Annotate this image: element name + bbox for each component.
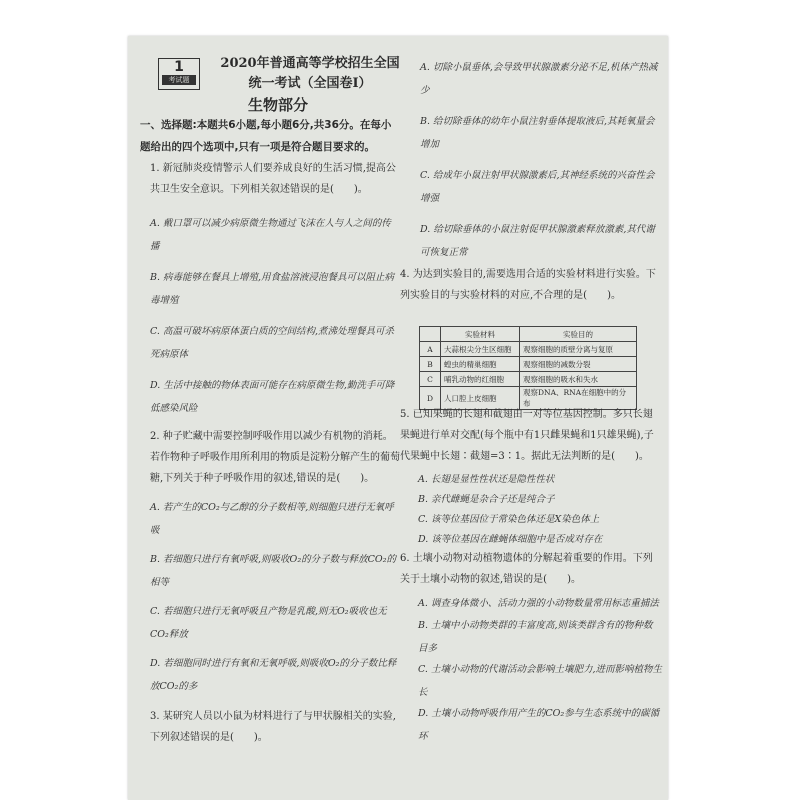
table-row bbox=[420, 342, 637, 357]
q5-option-c: C. 该等位基因位于常染色体还是X染色体上 bbox=[418, 514, 600, 525]
q2-option-c: C. 若细胞只进行无氧呼吸且产物是乳酸,则无O₂吸收也无CO₂释放 bbox=[150, 606, 387, 640]
table-header-cell: 实验材料 bbox=[441, 327, 520, 342]
table-cell: 观察细胞的质壁分离与复原 bbox=[520, 342, 637, 357]
table-cell: 观察细胞的减数分裂 bbox=[520, 357, 637, 372]
table-cell: 观察DNA、RNA在细胞中的分布 bbox=[520, 387, 637, 410]
q4-stem: 4. 为达到实验目的,需要选用合适的实验材料进行实验。下列实验目的与实验材料的对应,不合理的是( )。 bbox=[400, 269, 656, 301]
q3-option-d: D. 给切除垂体的小鼠注射促甲状腺激素释放激素,其代谢可恢复正常 bbox=[420, 224, 655, 258]
exam-title: 2020年普通高等学校招生全国统一考试（全国卷Ⅰ） bbox=[220, 56, 400, 91]
table-cell: 人口腔上皮细胞 bbox=[441, 387, 520, 410]
q4-table bbox=[419, 326, 637, 410]
part-title: 生物部分 bbox=[248, 96, 309, 114]
q5-stem: 5. 已知果蝇的长翅和截翅由一对等位基因控制。多只长翅果蝇进行单对交配(每个瓶中有1只雌果蝇和1只雄果蝇),子代果蝇中长翅∶截翅=3∶1。据此无法判断的是( )。 bbox=[400, 409, 654, 462]
exam-page bbox=[128, 36, 668, 800]
q6-option-c: C. 土壤小动物的代谢活动会影响土壤肥力,进而影响植物生长 bbox=[418, 664, 662, 698]
table-header-row bbox=[420, 327, 637, 342]
table-cell: B bbox=[420, 357, 441, 372]
q3-option-c: C. 给成年小鼠注射甲状腺激素后,其神经系统的兴奋性会增强 bbox=[420, 170, 655, 204]
section-instructions: 一、选择题:本题共6小题,每小题6分,共36分。在每小题给出的四个选项中,只有一项是符合题目要求的。 bbox=[140, 119, 392, 153]
table-row bbox=[420, 357, 637, 372]
q3-option-a: A. 切除小鼠垂体,会导致甲状腺激素分泌不足,机体产热减少 bbox=[420, 62, 658, 96]
q2-option-a: A. 若产生的CO₂与乙醇的分子数相等,则细胞只进行无氧呼吸 bbox=[150, 502, 394, 536]
q1-option-a: A. 戴口罩可以减少病原微生物通过飞沫在人与人之间的传播 bbox=[150, 218, 391, 252]
q1-option-b: B. 病毒能够在餐具上增殖,用食盐溶液浸泡餐具可以阻止病毒增殖 bbox=[150, 272, 395, 306]
badge-label: 考试题 bbox=[162, 75, 196, 85]
q3-stem: 3. 某研究人员以小鼠为材料进行了与甲状腺相关的实验,下列叙述错误的是( )。 bbox=[150, 711, 396, 743]
table-cell: 哺乳动物的红细胞 bbox=[441, 372, 520, 387]
q1-stem: 1. 新冠肺炎疫情警示人们要养成良好的生活习惯,提高公共卫生安全意识。下列相关叙述错误的是( )。 bbox=[150, 163, 396, 195]
q1-option-c: C. 高温可破坏病原体蛋白质的空间结构,煮沸处理餐具可杀死病原体 bbox=[150, 326, 394, 360]
q5-option-d: D. 该等位基因在雌蝇体细胞中是否成对存在 bbox=[418, 534, 603, 545]
q6-option-a: A. 调查身体微小、活动力强的小动物数量常用标志重捕法 bbox=[418, 598, 659, 609]
table-cell: 观察细胞的吸水和失水 bbox=[520, 372, 637, 387]
q2-option-b: B. 若细胞只进行有氧呼吸,则吸收O₂的分子数与释放CO₂的相等 bbox=[150, 554, 397, 588]
q6-stem: 6. 土壤小动物对动植物遗体的分解起着重要的作用。下列关于土壤小动物的叙述,错误的是( )。 bbox=[400, 553, 653, 585]
table-header-cell bbox=[420, 327, 441, 342]
q5-option-a: A. 长翅是显性性状还是隐性性状 bbox=[418, 474, 555, 485]
exam-badge bbox=[158, 58, 200, 90]
table-cell: 蝗虫的精巢细胞 bbox=[441, 357, 520, 372]
q2-option-d: D. 若细胞同时进行有氧和无氧呼吸,则吸收O₂的分子数比释放CO₂的多 bbox=[150, 658, 397, 692]
table-cell: C bbox=[420, 372, 441, 387]
q3-option-b: B. 给切除垂体的幼年小鼠注射垂体提取液后,其耗氧量会增加 bbox=[420, 116, 655, 150]
table-cell: 大蒜根尖分生区细胞 bbox=[441, 342, 520, 357]
q1-option-d: D. 生活中接触的物体表面可能存在病原微生物,勤洗手可降低感染风险 bbox=[150, 380, 395, 414]
q5-option-b: B. 亲代雌蝇是杂合子还是纯合子 bbox=[418, 494, 555, 505]
table-cell: D bbox=[420, 387, 441, 410]
table-cell: A bbox=[420, 342, 441, 357]
badge-number: 1 bbox=[174, 59, 184, 75]
q2-stem: 2. 种子贮藏中需要控制呼吸作用以减少有机物的消耗。若作物种子呼吸作用所利用的物质是淀粉分解产生的葡萄糖,下列关于种子呼吸作用的叙述,错误的是( )。 bbox=[150, 431, 400, 484]
q6-option-d: D. 土壤小动物呼吸作用产生的CO₂参与生态系统中的碳循环 bbox=[418, 708, 660, 742]
q6-option-b: B. 土壤中小动物类群的丰富度高,则该类群含有的物种数目多 bbox=[418, 620, 653, 654]
table-row bbox=[420, 372, 637, 387]
table-header-cell: 实验目的 bbox=[520, 327, 637, 342]
